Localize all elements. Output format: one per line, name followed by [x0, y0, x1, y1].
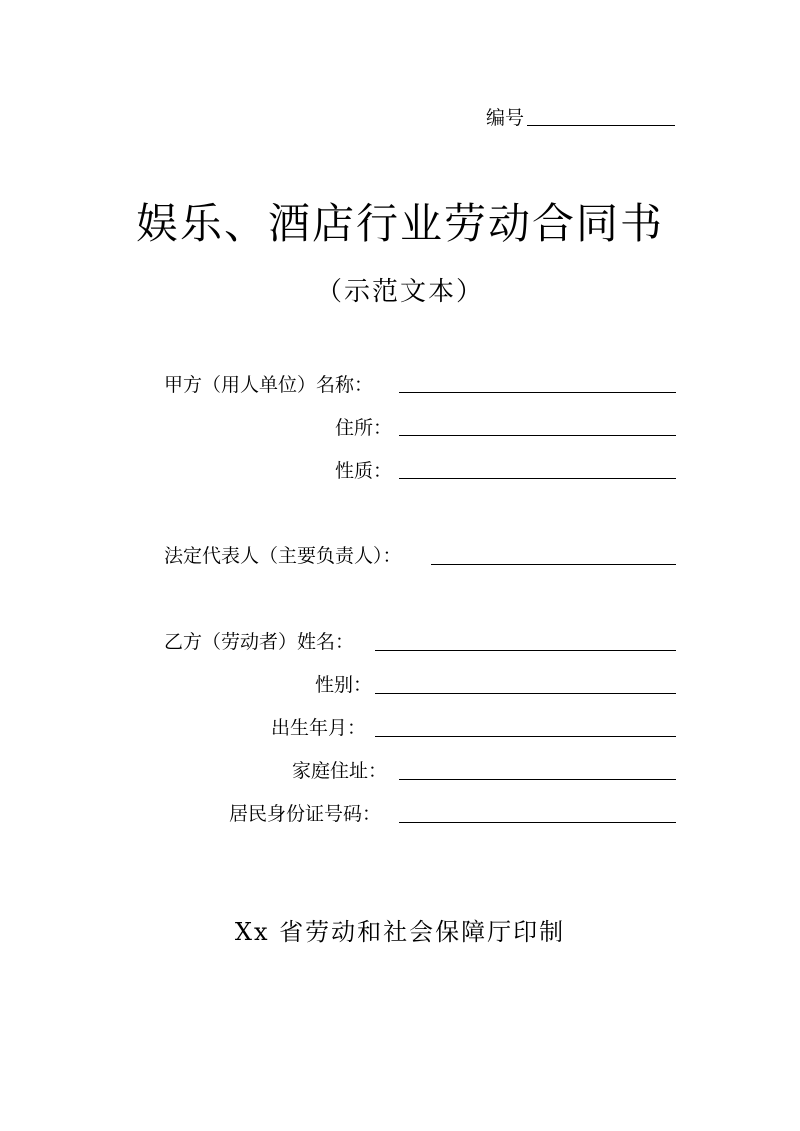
- party-b-birth-field[interactable]: [375, 736, 676, 737]
- document-subtitle: （示范文本）: [315, 277, 484, 307]
- party-b-name-label: 乙方（劳动者）姓名：: [164, 631, 355, 653]
- party-b-id-number-field[interactable]: [399, 822, 676, 823]
- legal-rep-field[interactable]: [431, 564, 676, 565]
- party-b-name-field[interactable]: [375, 650, 676, 651]
- party-b-birth-label: 出生年月：: [271, 717, 367, 739]
- party-b-gender-field[interactable]: [375, 693, 676, 694]
- party-b-home-address-label: 家庭住址：: [292, 760, 388, 782]
- party-a-name-field[interactable]: [399, 392, 676, 393]
- party-a-address-field[interactable]: [399, 435, 676, 436]
- party-a-name-label: 甲方（用人单位）名称：: [164, 374, 374, 396]
- party-a-address-label: 住所：: [335, 417, 393, 439]
- party-a-nature-label: 性质：: [335, 460, 393, 482]
- serial-number-label: 编号: [486, 107, 525, 129]
- party-b-id-number-label: 居民身份证号码：: [229, 803, 382, 825]
- publisher-footer: Xx 省劳动和社会保障厅印制: [234, 918, 566, 946]
- serial-number-field[interactable]: [527, 125, 675, 126]
- party-a-nature-field[interactable]: [399, 478, 676, 479]
- party-b-gender-label: 性别：: [315, 674, 373, 696]
- legal-rep-label: 法定代表人（主要负责人）：: [164, 545, 402, 567]
- party-b-home-address-field[interactable]: [399, 779, 676, 780]
- document-title: 娱乐、酒店行业劳动合同书: [135, 199, 664, 248]
